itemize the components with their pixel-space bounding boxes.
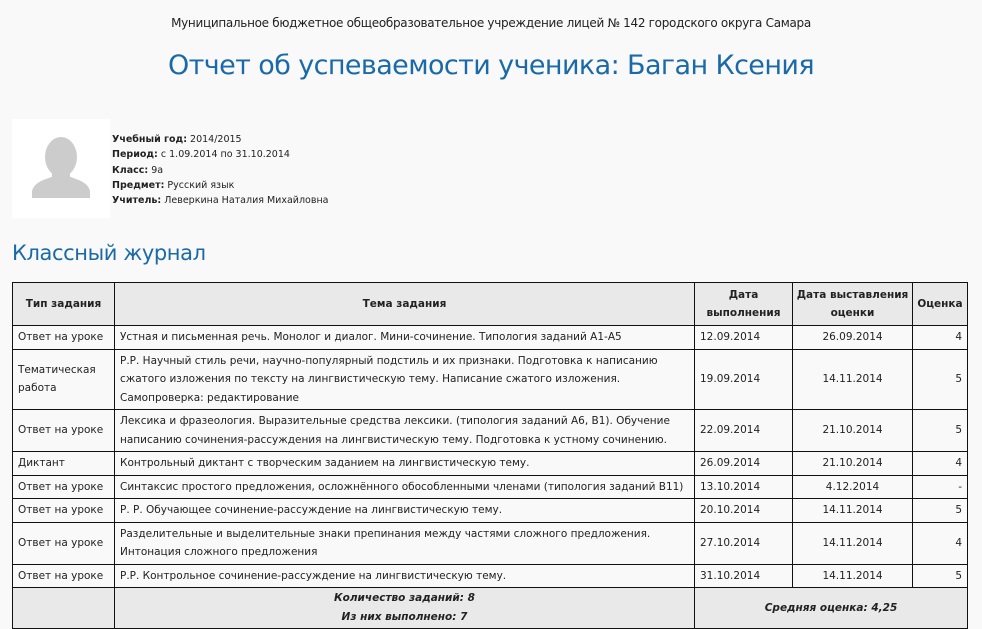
subject-line [112,178,328,193]
cell-done-date: 19.09.2014 [695,349,793,410]
total-tasks: Количество заданий: 8 [334,592,475,604]
cell-type: Ответ на уроке [13,326,115,350]
teacher-line [112,193,328,208]
cell-grade: 4 [913,452,968,476]
school-year-value: 2014/2015 [190,134,242,145]
table-row [13,475,968,499]
table-row [13,410,968,452]
cell-type: Тематическая работа [13,349,115,410]
teacher-label: Учитель: [112,195,162,207]
class-value: 9а [151,164,164,176]
school-year-line [112,132,328,147]
page-title: Отчет об успеваемости ученика: Баган Ксения [168,50,814,81]
table-row [13,564,968,588]
column-header-done-date: Дата выполнения [695,283,793,326]
cell-topic: Р.Р. Научный стиль речи, научно-популярный подстиль и их признаки. Подготовка к написанию сжатого изложения по тексту на лингвистическую тему. Написание сжатого изложения. Самопроверка: редактирование [115,349,695,410]
cell-graded-date: 26.09.2014 [793,326,913,350]
cell-type: Ответ на уроке [13,475,115,499]
summary-task-counts [115,588,695,629]
average-grade: Средняя оценка: 4,25 [695,588,968,629]
class-line [112,163,328,178]
cell-graded-date: 21.10.2014 [793,452,913,476]
cell-graded-date: 21.10.2014 [793,410,913,452]
period-label: Период: [112,149,158,161]
cell-graded-date: 14.11.2014 [793,499,913,523]
cell-type: Диктант [13,452,115,476]
cell-topic: Лексика и фразеология. Выразительные средства лексики. (типология заданий А6, В1). Обучение написанию сочинения-рассуждения на лингвистическую тему. Подготовка к устному сочинению. [115,410,695,452]
table-row [13,499,968,523]
summary-row [13,588,968,629]
completed-tasks: Из них выполнено: 7 [341,611,468,623]
table-header-row [13,283,968,326]
cell-grade: 4 [913,326,968,350]
cell-grade: 5 [913,564,968,588]
period-value: с 1.09.2014 по 31.10.2014 [160,149,290,161]
teacher-value: Леверкина Наталия Михайловна [164,195,329,207]
column-header-grade: Оценка [913,283,968,326]
column-header-graded-date: Дата выставления оценки [793,283,913,326]
cell-type: Ответ на уроке [13,499,115,523]
cell-graded-date: 14.11.2014 [793,564,913,588]
cell-topic: Контрольный диктант с творческим заданием на лингвистическую тему. [115,452,695,476]
cell-done-date: 12.09.2014 [695,326,793,350]
cell-done-date: 22.09.2014 [695,410,793,452]
cell-done-date: 20.10.2014 [695,499,793,523]
subject-label: Предмет: [112,179,165,191]
cell-type: Ответ на уроке [13,522,115,564]
journal-table [12,282,968,629]
section-title-journal: Классный журнал [12,241,206,265]
cell-type: Ответ на уроке [13,410,115,452]
cell-grade: 5 [913,499,968,523]
column-header-topic: Тема задания [115,283,695,326]
student-info [112,132,328,208]
avatar [12,119,110,218]
table-row [13,522,968,564]
cell-topic: Р.Р. Контрольное сочинение-рассуждение на лингвистическую тему. [115,564,695,588]
cell-grade: 5 [913,349,968,410]
cell-topic: Разделительные и выделительные знаки препинания между частями сложного предложения. Интонация сложного предложения [115,522,695,564]
class-label: Класс: [112,164,149,176]
table-row [13,326,968,350]
summary-empty-cell [13,588,115,629]
cell-graded-date: 14.11.2014 [793,349,913,410]
organization-name: Муниципальное бюджетное общеобразовательное учреждение лицей № 142 городского округа Самара [171,16,811,30]
cell-graded-date: 14.11.2014 [793,522,913,564]
cell-grade: - [913,475,968,499]
school-year-label: Учебный год: [112,134,188,145]
cell-topic: Р. Р. Обучающее сочинение-рассуждение на лингвистическую тему. [115,499,695,523]
cell-done-date: 27.10.2014 [695,522,793,564]
cell-done-date: 13.10.2014 [695,475,793,499]
table-row [13,349,968,410]
cell-done-date: 31.10.2014 [695,564,793,588]
user-silhouette-icon [12,119,110,218]
cell-graded-date: 4.12.2014 [793,475,913,499]
cell-type: Ответ на уроке [13,564,115,588]
subject-value: Русский язык [167,179,235,191]
cell-grade: 5 [913,410,968,452]
cell-topic: Синтаксис простого предложения, осложнённого обособленными членами (типология заданий В11) [115,475,695,499]
period-line [112,147,328,162]
cell-grade: 4 [913,522,968,564]
table-row [13,452,968,476]
column-header-type: Тип задания [13,283,115,326]
cell-done-date: 26.09.2014 [695,452,793,476]
cell-topic: Устная и письменная речь. Монолог и диалог. Мини-сочинение. Типология заданий А1-А5 [115,326,695,350]
